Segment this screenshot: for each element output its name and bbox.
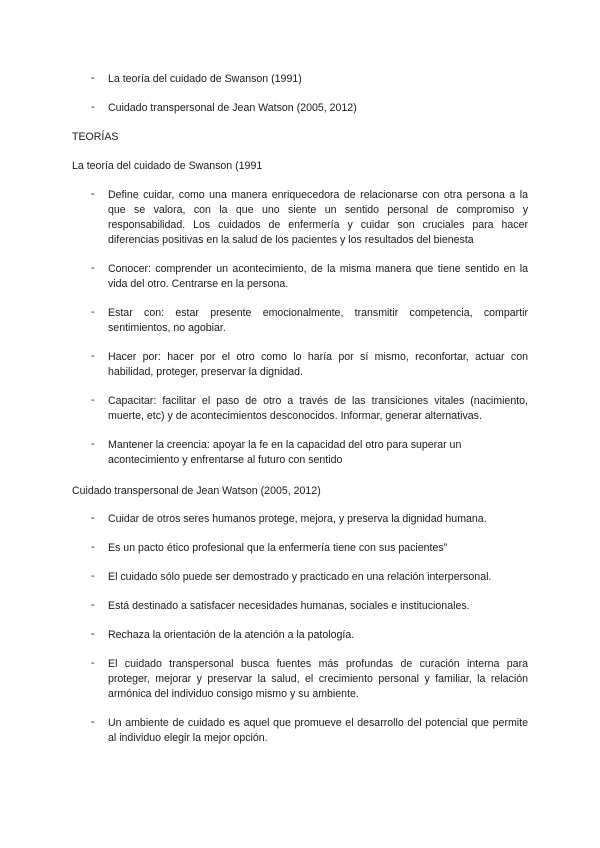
bullet-dash: - (91, 101, 95, 113)
bullet-dash: - (91, 512, 95, 524)
watson-item-text: El cuidado transpersonal busca fuentes más profundas de curación interna para proteger, mejorar y preservar la salud, el crecimiento personal y familiar, la relación armónica del individuo consigo mismo y su ambiente. (108, 658, 528, 700)
bullet-dash: - (91, 570, 95, 582)
bullet-dash: - (91, 262, 95, 274)
swanson-item-text: Capacitar: facilitar el paso de otro a través de las transiciones vitales (nacimiento, muerte, etc) y de acontecimientos desconocidos. Informar, generar alternativas. (108, 395, 528, 422)
bullet-dash: - (91, 188, 95, 200)
bullet-dash: - (91, 438, 95, 450)
bullet-dash: - (91, 350, 95, 362)
bullet-dash: - (91, 306, 95, 318)
bullet-dash: - (91, 599, 95, 611)
intro-item-text: Cuidado transpersonal de Jean Watson (2005, 2012) (108, 102, 357, 114)
swanson-item-text: Conocer: comprender un acontecimiento, de la misma manera que tiene sentido en la vida del otro. Centrarse en la persona. (108, 263, 528, 290)
intro-item-text: La teoría del cuidado de Swanson (1991) (108, 73, 302, 85)
bullet-dash: - (91, 394, 95, 406)
section-title: TEORÍAS (72, 131, 119, 143)
watson-item-text: Está destinado a satisfacer necesidades humanas, sociales e institucionales. (108, 600, 470, 612)
watson-item-text: Un ambiente de cuidado es aquel que promueve el desarrollo del potencial que permite al individuo elegir la mejor opción. (108, 717, 528, 744)
watson-item-text: Es un pacto ético profesional que la enfermería tiene con sus pacientes” (108, 542, 448, 554)
swanson-item-text: Estar con: estar presente emocionalmente, transmitir competencia, compartir sentimientos, no agobiar. (108, 307, 528, 334)
watson-item-text: Rechaza la orientación de la atención a la patología. (108, 629, 355, 641)
bullet-dash: - (91, 716, 95, 728)
swanson-heading: La teoría del cuidado de Swanson (1991 (72, 160, 263, 172)
bullet-dash: - (91, 541, 95, 553)
swanson-item-text: Mantener la creencia: apoyar la fe en la capacidad del otro para superar un acontecimiento y enfrentarse al futuro con sentido (108, 439, 462, 466)
bullet-dash: - (91, 657, 95, 669)
bullet-dash: - (91, 628, 95, 640)
watson-heading: Cuidado transpersonal de Jean Watson (2005, 2012) (72, 485, 321, 497)
bullet-dash: - (91, 72, 95, 84)
watson-item-text: Cuidar de otros seres humanos protege, mejora, y preserva la dignidad humana. (108, 513, 487, 525)
watson-item-text: El cuidado sólo puede ser demostrado y practicado en una relación interpersonal. (108, 571, 492, 583)
swanson-item-text: Define cuidar, como una manera enriquecedora de relacionarse con otra persona a la que se valora, con la que uno siente un sentido personal de compromiso y responsabilidad. Los cuidados de enfermería y cuidar son cruciales para hacer diferencias positivas en la salud de los pacientes y los resultados del bienesta (108, 189, 528, 246)
swanson-item-text: Hacer por: hacer por el otro como lo haría por sí mismo, reconfortar, actuar con habilidad, proteger, preservar la dignidad. (108, 351, 528, 378)
